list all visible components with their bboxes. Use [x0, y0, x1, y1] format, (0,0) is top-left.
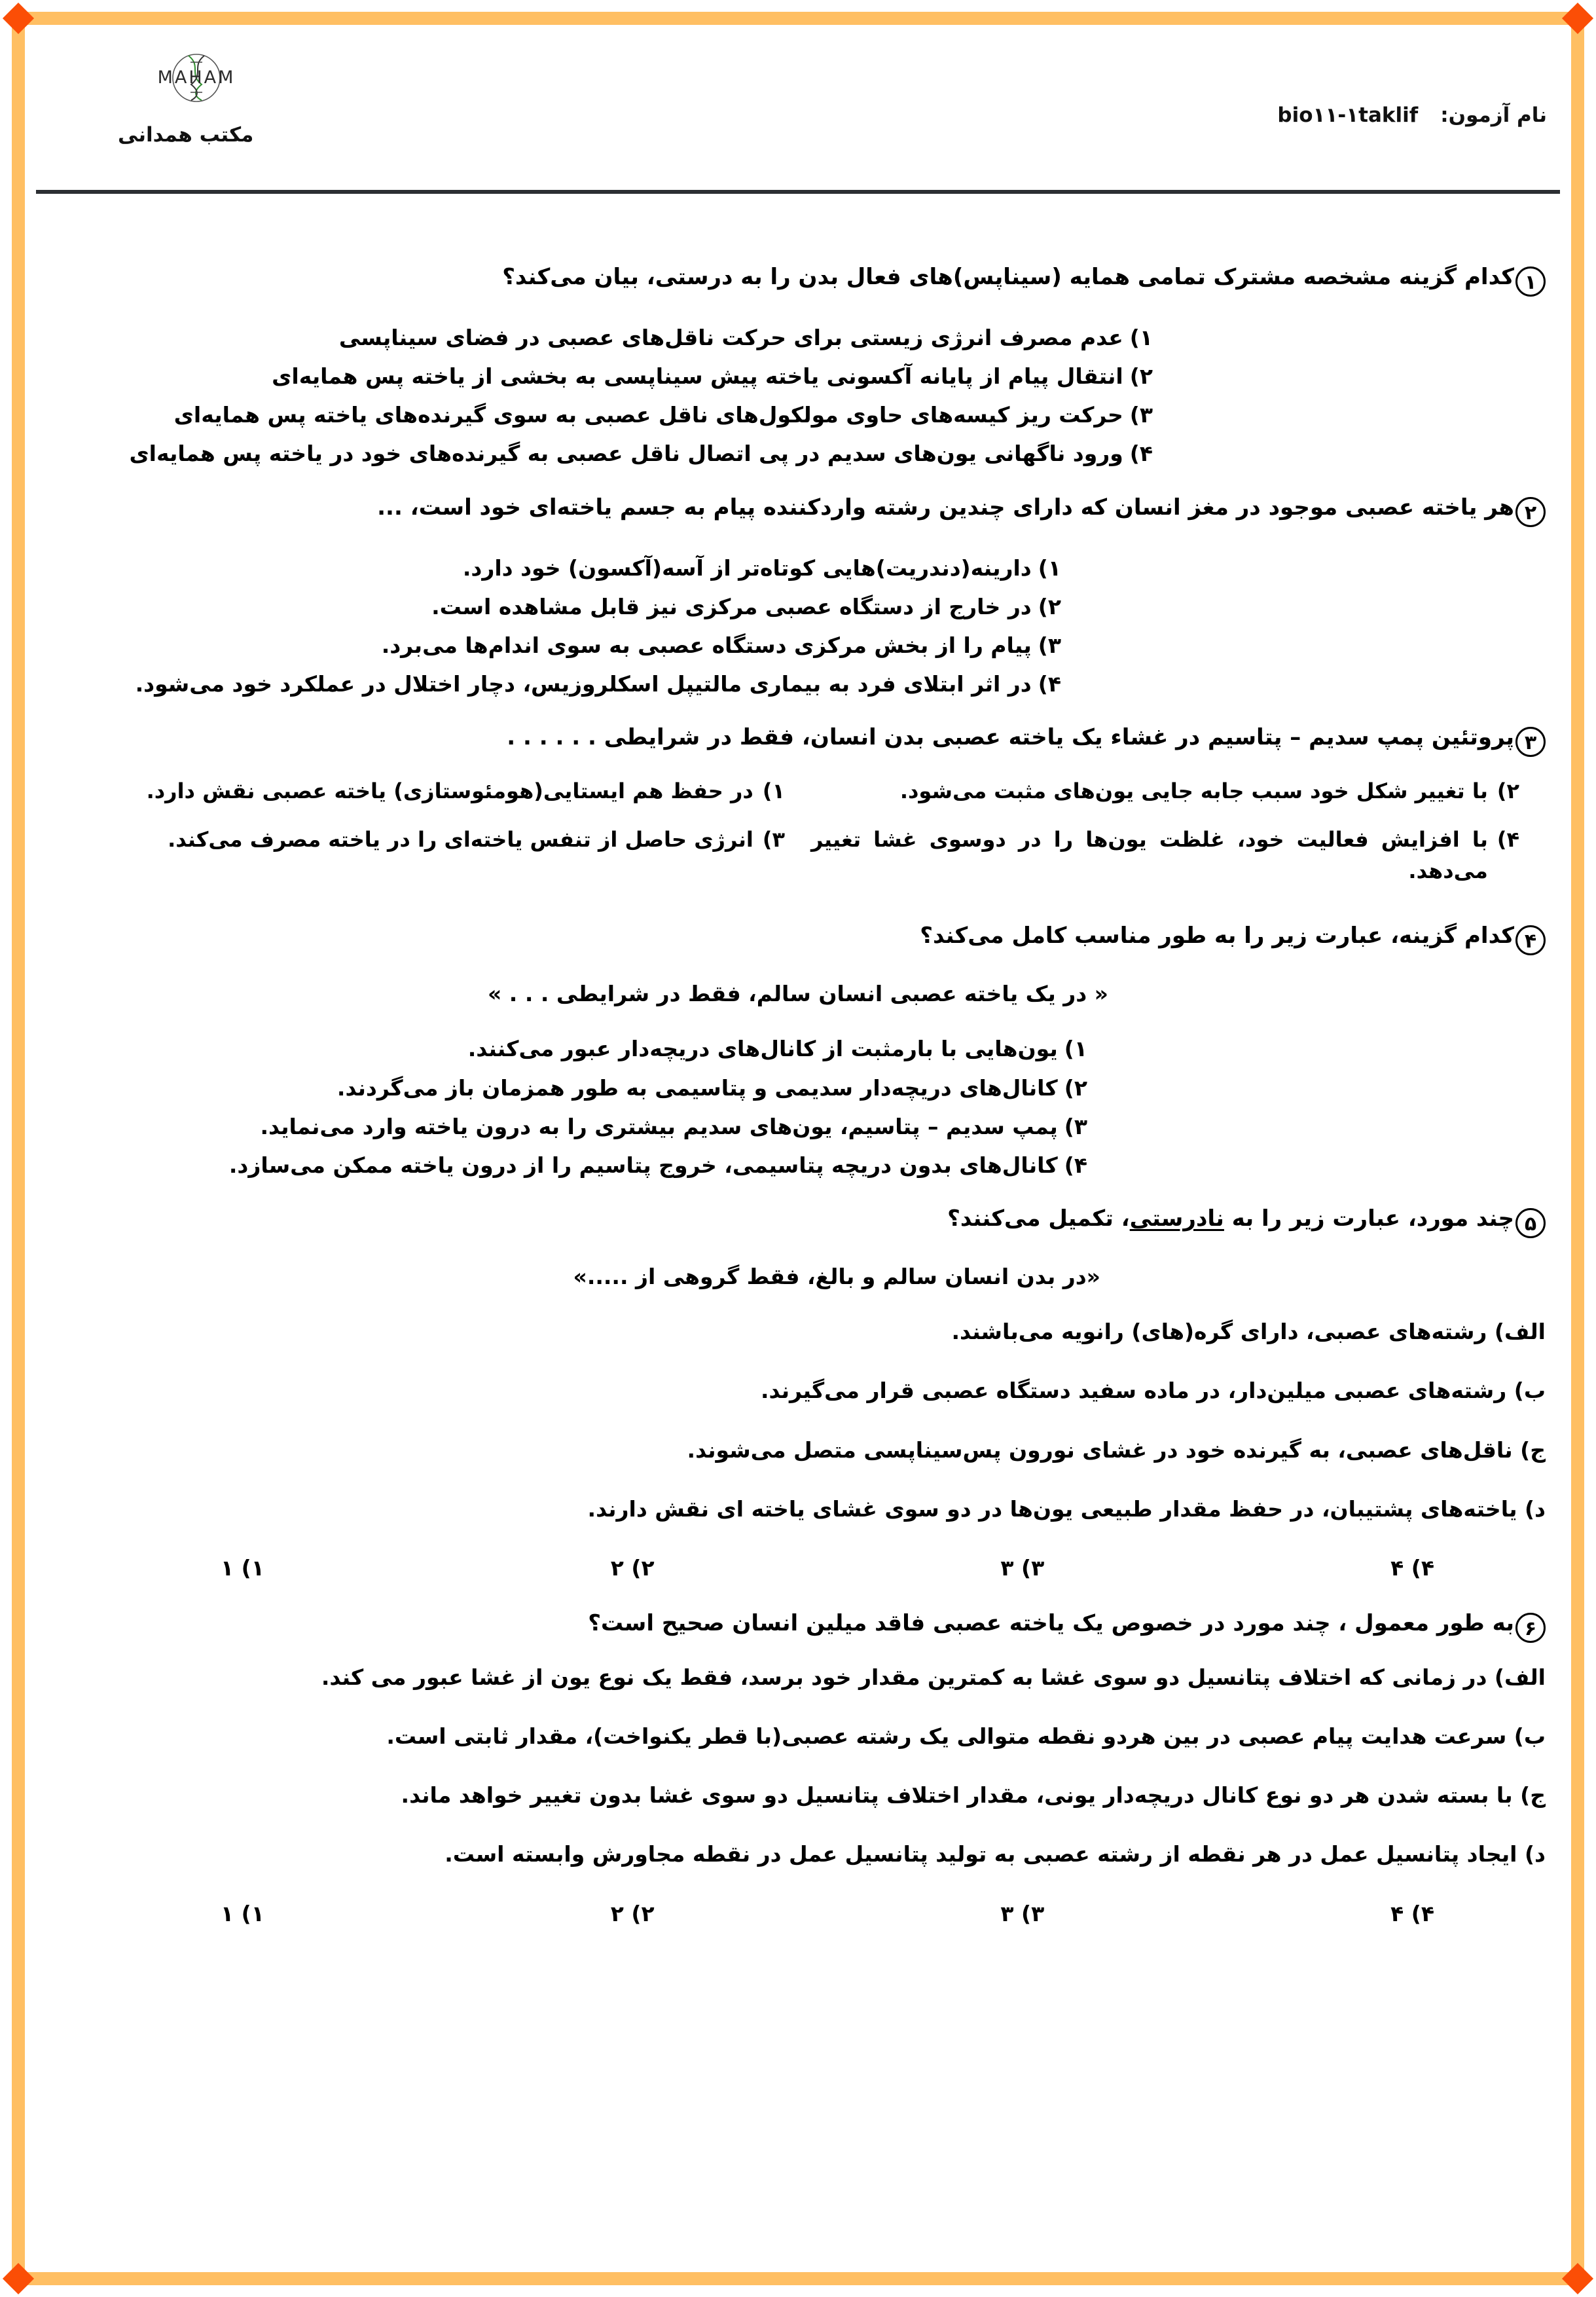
question-5-text-pre: چند مورد، عبارت زیر را به — [1224, 1205, 1514, 1232]
question-4-option-2[interactable] — [50, 1072, 1546, 1105]
option-text: کانال‌های دریچه‌دار سدیمی و پتاسیمی به طور همزمان باز می‌گردند. — [336, 1075, 1058, 1101]
question-6 — [50, 1607, 1546, 1930]
frame-corner-diamond-bottom-right — [1562, 2263, 1593, 2294]
question-6-subitem-b: ب) سرعت هدایت پیام عصبی در بین هردو نقطه متوالی یک رشته عصبی(با قطر یکنواخت)، مقدار ثابتی است. — [386, 1723, 1546, 1750]
question-5-quote: «در بدن انسان سالم و بالغ، فقط گروهی از .....» — [573, 1264, 1100, 1290]
question-1-option-1[interactable] — [50, 322, 1546, 354]
question-3 — [50, 721, 1546, 887]
option-marker: ۳) — [762, 827, 785, 853]
frame-bar-left — [12, 18, 25, 2279]
question-2-number: ۲ — [1515, 497, 1546, 527]
frame-corner-diamond-bottom-left — [3, 2263, 34, 2294]
option-text: پیام را از بخش مرکزی دستگاه عصبی به سوی اندام‌ها می‌برد. — [381, 632, 1032, 658]
header-divider — [36, 190, 1560, 194]
question-5-subitem-d: د) یاخته‌های پشتیبان، در حفظ مقدار طبیعی یون‌ها در دو سوی غشای یاخته ای نقش دارند. — [587, 1496, 1546, 1522]
question-4-quote: « در یک یاخته عصبی انسان سالم، فقط در شرایطی . . . » — [487, 981, 1108, 1007]
question-4 — [50, 919, 1546, 1182]
question-3-option-1[interactable] — [77, 775, 785, 807]
question-5-subitem-c: ج) ناقل‌های عصبی، به گیرنده خود در غشای نورون پس‌سیناپسی متصل می‌شوند. — [687, 1437, 1546, 1463]
option-marker: ۴) — [1129, 441, 1153, 467]
exam-name-meta — [1277, 103, 1547, 127]
option-marker: ۳) — [1064, 1113, 1087, 1139]
question-5-stem — [50, 1202, 1546, 1238]
option-marker: ۲) — [1064, 1075, 1087, 1101]
question-6-subitem-a: الف) در زمانی که اختلاف پتانسیل دو سوی غشا به کمترین مقدار خود برسد، فقط یک نوع یون از غشا عبور می کند. — [321, 1664, 1546, 1690]
question-2-text: هر یاخته عصبی موجود در مغز انسان که دارای چندین رشته واردکننده پیام به جسم یاخته‌ای خود است، ... — [377, 494, 1514, 521]
question-3-stem — [50, 721, 1546, 757]
question-2-option-3[interactable] — [50, 629, 1546, 662]
question-5 — [50, 1202, 1546, 1585]
svg-text:MAHAM: MAHAM — [157, 67, 236, 88]
option-marker: ۱) — [1064, 1036, 1087, 1062]
option-marker: ۲) — [1129, 363, 1153, 390]
maham-dna-logo-icon — [134, 48, 259, 108]
question-5-answer-1[interactable]: ۱) ۱ — [221, 1554, 264, 1581]
question-3-options — [50, 775, 1546, 887]
question-5-subitem-a: الف) رشته‌های عصبی، دارای گره(های) رانویه می‌باشند. — [951, 1319, 1546, 1345]
question-2 — [50, 491, 1546, 701]
page-header — [36, 31, 1560, 192]
question-6-stem — [50, 1607, 1546, 1643]
question-4-stem — [50, 919, 1546, 955]
questions-container — [36, 261, 1560, 1930]
question-1-number: ۱ — [1515, 266, 1546, 297]
question-5-answer-4[interactable]: ۴) ۴ — [1390, 1554, 1434, 1581]
question-1-option-2[interactable] — [50, 360, 1546, 393]
question-2-option-1[interactable] — [50, 552, 1546, 585]
frame-corner-diamond-top-left — [3, 3, 34, 34]
exam-sheet — [36, 31, 1560, 2266]
option-text: عدم مصرف انرژی زیستی برای حرکت ناقل‌های عصبی در فضای سیناپسی — [338, 325, 1123, 350]
question-5-text-emphasis: نادرستی — [1129, 1205, 1224, 1232]
maham-logo — [128, 43, 265, 112]
option-marker: ۴) — [1496, 827, 1519, 853]
question-6-answer-3[interactable]: ۳) ۳ — [1000, 1900, 1045, 1926]
question-5-text-post: ، تکمیل می‌کنند؟ — [947, 1205, 1130, 1232]
option-text: حرکت ریز کیسه‌های حاوی مولکول‌های ناقل عصبی به سوی گیرنده‌های یاخته پس همایه‌ای — [173, 402, 1123, 428]
question-4-option-4[interactable] — [50, 1149, 1546, 1182]
question-2-options — [50, 552, 1546, 701]
option-marker: ۴) — [1038, 671, 1061, 697]
option-marker: ۲) — [1038, 593, 1061, 619]
option-marker: ۴) — [1064, 1152, 1087, 1178]
question-6-answers — [50, 1898, 1546, 1930]
question-3-option-3[interactable] — [77, 824, 785, 887]
question-3-option-4[interactable] — [811, 824, 1519, 887]
option-text: انرژی حاصل از تنفس یاخته‌ای را در یاخته مصرف می‌کند. — [168, 827, 753, 853]
question-5-answers — [50, 1552, 1546, 1585]
question-3-text: پروتئین پمپ سدیم – پتاسیم در غشاء یک یاخته عصبی بدن انسان، فقط در شرایطی . . . . . . — [507, 724, 1514, 751]
question-6-text: به طور معمول ، چند مورد در خصوص یک یاخته عصبی فاقد میلین انسان صحیح است؟ — [588, 1609, 1514, 1636]
question-1 — [50, 261, 1546, 471]
option-text: با تغییر شکل خود سبب جابه جایی یون‌های مثبت می‌شود. — [899, 779, 1488, 804]
question-1-text: کدام گزینه مشخصه مشترک تمامی همایه (سیناپس)های فعال بدن را به درستی، بیان می‌کند؟ — [502, 264, 1514, 290]
question-6-subitem-c: ج) با بسته شدن هر دو نوع کانال دریچه‌دار یونی، مقدار اختلاف پتانسیل دو سوی غشا بدون تغییر خواهد ماند. — [401, 1782, 1546, 1809]
option-marker: ۲) — [1496, 779, 1519, 804]
question-4-number: ۴ — [1515, 925, 1546, 955]
option-text: با افزایش فعالیت خود، غلظت یون‌ها را در دوسوی غشا تغییر می‌دهد. — [811, 827, 1488, 884]
question-6-answer-2[interactable]: ۲) ۲ — [610, 1900, 655, 1926]
frame-bar-right — [1571, 18, 1584, 2279]
question-6-answer-1[interactable]: ۱) ۱ — [221, 1900, 264, 1926]
frame-bar-top — [18, 12, 1578, 25]
question-3-option-2[interactable] — [811, 775, 1519, 807]
frame-corner-diamond-top-right — [1562, 3, 1593, 34]
question-2-stem — [50, 491, 1546, 527]
question-4-options — [50, 1033, 1546, 1182]
question-2-option-2[interactable] — [50, 591, 1546, 623]
question-2-option-4[interactable] — [50, 668, 1546, 701]
option-text: کانال‌های بدون دریچه پتاسیمی، خروج پتاسیم را از درون یاخته ممکن می‌سازد. — [228, 1152, 1058, 1178]
option-text: در اثر ابتلای فرد به بیماری مالتیپل اسکلروزیس، دچار اختلال در عملکرد خود می‌شود. — [135, 671, 1032, 697]
question-4-option-1[interactable] — [50, 1033, 1546, 1065]
option-marker: ۱) — [1129, 325, 1153, 350]
exam-name-label: نام آزمون: — [1440, 103, 1547, 127]
question-6-number: ۶ — [1515, 1613, 1546, 1643]
question-5-subitem-b: ب) رشته‌های عصبی میلین‌دار، در ماده سفید دستگاه عصبی قرار می‌گیرند. — [760, 1378, 1546, 1404]
option-marker: ۳) — [1038, 632, 1061, 658]
option-text: در خارج از دستگاه عصبی مرکزی نیز قابل مشاهده است. — [431, 593, 1032, 619]
option-text: پمپ سدیم – پتاسیم، یون‌های سدیم بیشتری را به درون یاخته وارد می‌نماید. — [260, 1113, 1058, 1139]
question-5-answer-3[interactable]: ۳) ۳ — [1000, 1554, 1045, 1581]
question-3-number: ۳ — [1515, 727, 1546, 757]
option-marker: ۳) — [1129, 402, 1153, 428]
question-5-number: ۵ — [1515, 1208, 1546, 1238]
option-text: در حفظ هم ایستایی(هومئوستازی) یاخته عصبی نقش دارد. — [146, 779, 753, 804]
option-text: انتقال پیام از پایانه آکسونی یاخته پیش سیناپسی به بخشی از یاخته پس همایه‌ای — [272, 363, 1123, 390]
question-5-answer-2[interactable]: ۲) ۲ — [610, 1554, 655, 1581]
option-text: ورود ناگهانی یون‌های سدیم در پی اتصال ناقل عصبی به گیرنده‌های خود در یاخته پس همایه‌ای — [129, 441, 1123, 467]
question-1-stem — [50, 261, 1546, 297]
exam-name-value: bio۱۱-۱taklif — [1277, 103, 1419, 127]
option-marker: ۱) — [1038, 555, 1061, 581]
question-1-options — [50, 322, 1546, 471]
question-6-answer-4[interactable]: ۴) ۴ — [1390, 1900, 1434, 1926]
school-name: مکتب همدانی — [118, 123, 254, 147]
option-text: دارینه(دندریت)هایی کوتاه‌تر از آسه(آکسون) خود دارد. — [462, 555, 1032, 581]
option-marker: ۱) — [762, 779, 785, 804]
option-text: یون‌هایی با بارمثبت از کانال‌های دریچه‌دار عبور می‌کنند. — [467, 1036, 1058, 1062]
question-4-text: کدام گزینه، عبارت زیر را به طور مناسب کامل می‌کند؟ — [920, 923, 1514, 949]
question-4-option-3[interactable] — [50, 1111, 1546, 1143]
question-6-subitem-d: د) ایجاد پتانسیل عمل در هر نقطه از رشته عصبی به تولید پتانسیل عمل در نقطه مجاورش وابسته است. — [444, 1841, 1546, 1867]
frame-bar-bottom — [18, 2272, 1578, 2285]
question-1-option-3[interactable] — [50, 399, 1546, 432]
question-1-option-4[interactable] — [50, 437, 1546, 470]
